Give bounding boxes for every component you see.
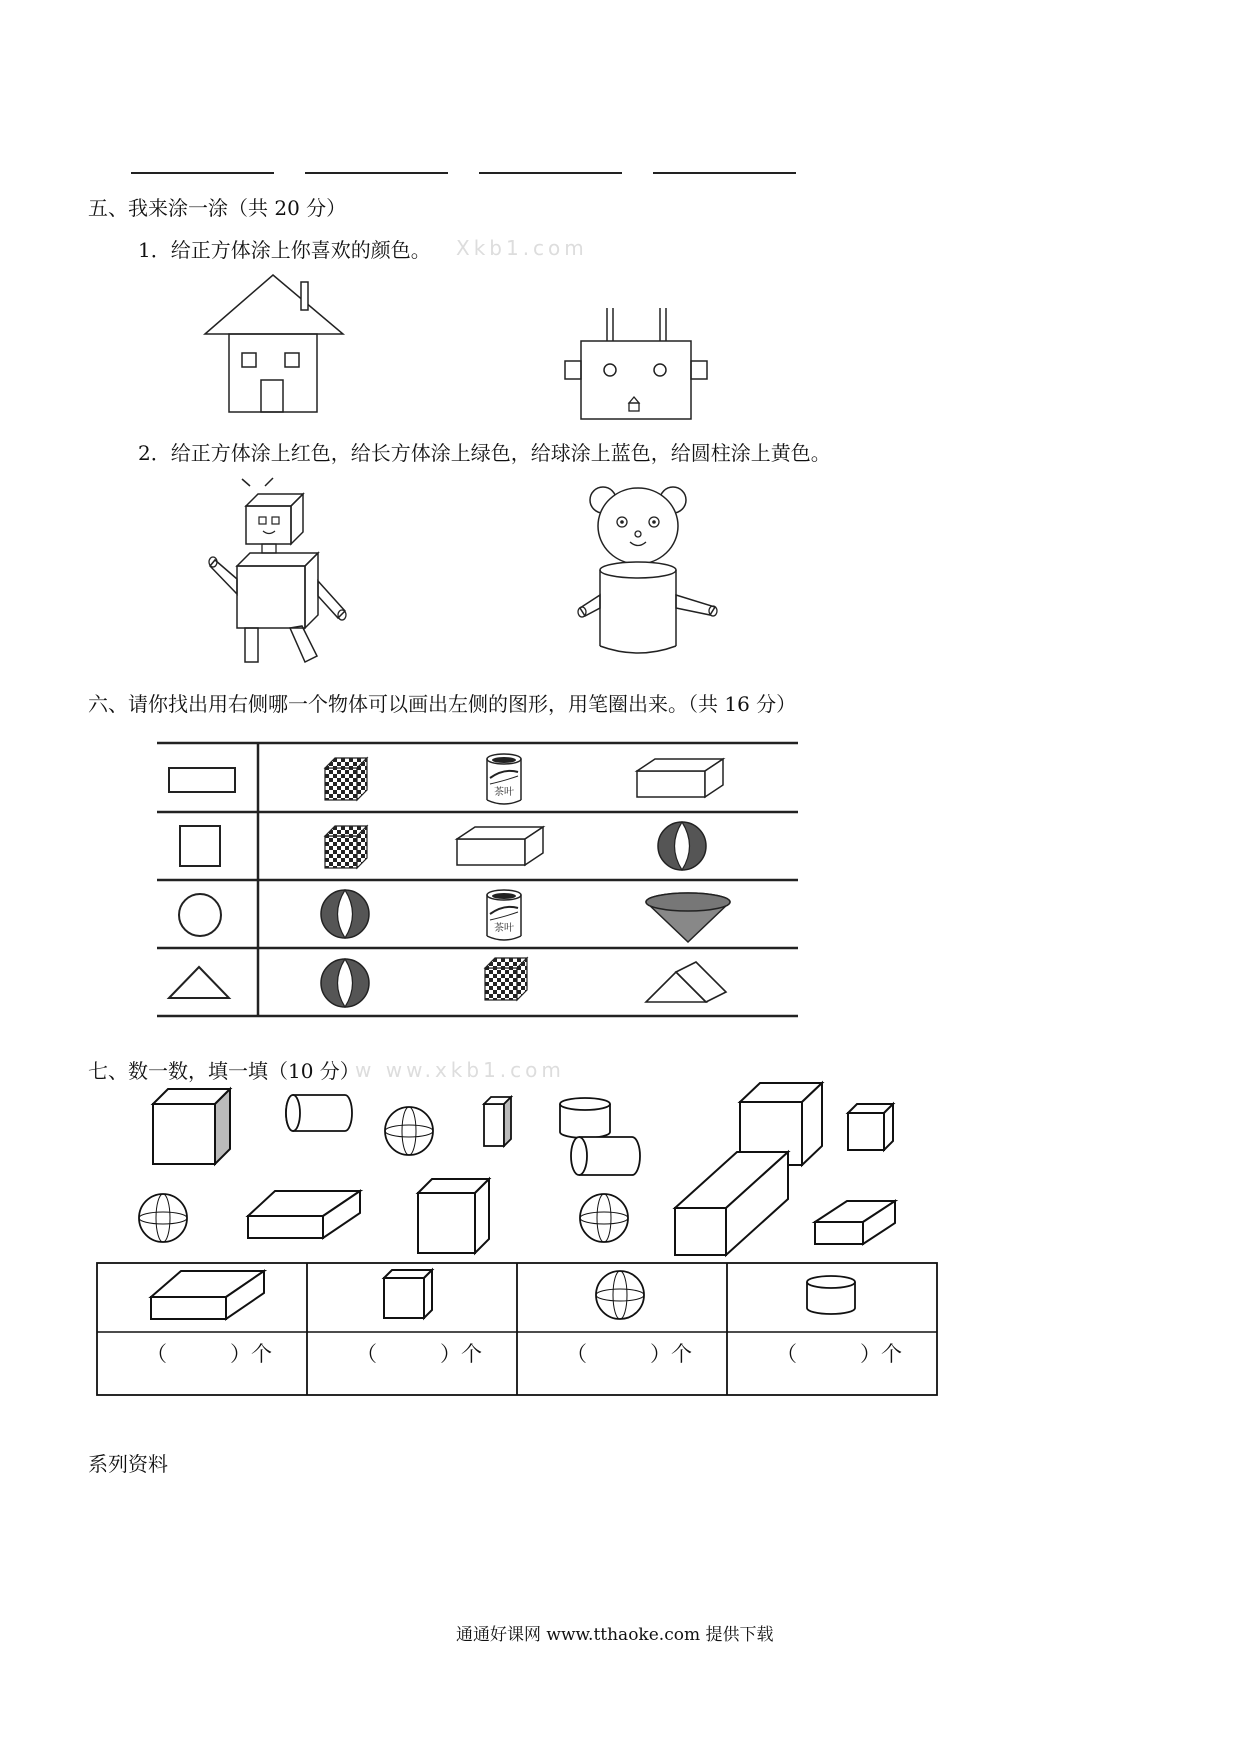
cylinder-header-icon (807, 1276, 855, 1314)
section7-title: 七、数一数，填一填（10 分） (88, 1059, 360, 1083)
cuboid-box-option[interactable] (637, 759, 723, 797)
cube-header-icon (384, 1270, 432, 1318)
sphere-shape (580, 1194, 628, 1242)
triangle-shape (169, 967, 229, 998)
bear-figure[interactable] (580, 482, 730, 657)
count-answer-sphere[interactable]: （ ）个 (566, 1342, 692, 1366)
tea-can-option[interactable] (487, 754, 521, 804)
robot-figure[interactable] (205, 476, 355, 666)
counting-shapes-scene-lower (120, 1150, 950, 1270)
cuboid-shape (675, 1152, 788, 1255)
rectangle-shape (169, 768, 235, 792)
ball-option[interactable] (321, 959, 369, 1007)
triangular-prism-option[interactable] (646, 962, 726, 1002)
answer-blank-3[interactable] (479, 172, 622, 174)
sphere-shape (139, 1194, 187, 1242)
answer-blank-1[interactable] (131, 172, 274, 174)
ball-option[interactable] (321, 890, 369, 938)
ball-option[interactable] (658, 822, 706, 870)
robot-face-figure[interactable] (562, 305, 712, 421)
count-table (96, 1262, 940, 1397)
sphere-header-icon (596, 1271, 644, 1319)
section5-q1: 1．给正方体涂上你喜欢的颜色。 (138, 238, 431, 262)
rubik-cube-option[interactable] (325, 758, 367, 800)
series-label: 系列资料 (88, 1452, 168, 1476)
square-shape (180, 826, 220, 866)
footer-text: 通通好课网 www.tthaoke.com 提供下载 (456, 1625, 774, 1645)
rubik-cube-option[interactable] (485, 958, 527, 1000)
cuboid-box-option[interactable] (457, 827, 543, 865)
cuboid-shape (815, 1201, 895, 1244)
section6-title: 六、请你找出用右侧哪一个物体可以画出左侧的图形，用笔圈出来。（共 16 分） (88, 692, 797, 716)
sphere-shape (385, 1107, 433, 1155)
house-figure[interactable] (200, 272, 350, 417)
cube-shape (418, 1179, 489, 1253)
rubik-cube-option[interactable] (325, 826, 367, 868)
cuboid-header-icon (151, 1271, 264, 1319)
cylinder-shape (286, 1095, 352, 1131)
watermark-text: w ww.xkb1.com (355, 1058, 565, 1082)
section5-title: 五、我来涂一涂（共 20 分） (88, 196, 347, 220)
answer-blank-2[interactable] (305, 172, 448, 174)
cylinder-shape (560, 1098, 610, 1138)
count-answer-cylinder[interactable]: （ ）个 (776, 1342, 902, 1366)
watermark-text: Xkb1.com (456, 236, 588, 260)
answer-blank-4[interactable] (653, 172, 796, 174)
count-answer-cube[interactable]: （ ）个 (356, 1342, 482, 1366)
cuboid-shape (248, 1191, 360, 1238)
cone-option[interactable] (646, 893, 730, 942)
section5-q2: 2．给正方体涂上红色，给长方体涂上绿色，给球涂上蓝色，给圆柱涂上黄色。 (138, 441, 831, 465)
circle-shape (179, 894, 221, 936)
shape-object-table: 茶叶 (155, 740, 805, 1020)
cuboid-shape (484, 1097, 511, 1146)
tea-can-option[interactable] (487, 890, 521, 940)
count-answer-cuboid[interactable]: （ ）个 (146, 1342, 272, 1366)
cube-shape (848, 1104, 893, 1150)
